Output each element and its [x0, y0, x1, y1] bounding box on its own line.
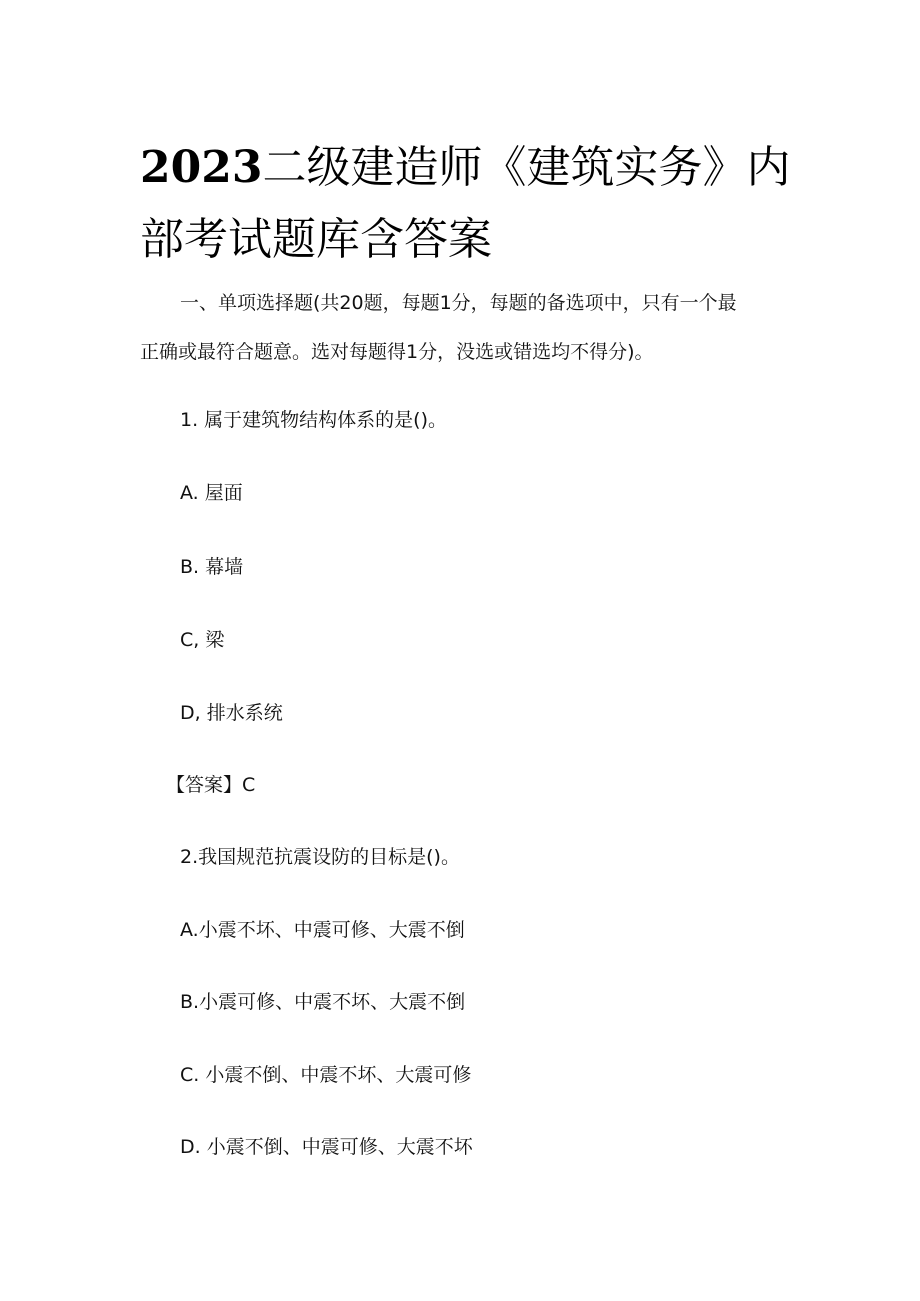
question-1-option-c: C, 梁	[180, 629, 225, 651]
document-title-line-2: 部考试题库含答案	[140, 214, 492, 265]
section-intro-line-1: 一、单项选择题(共20题，每题1分，每题的备选项中，只有一个最	[180, 292, 737, 314]
question-1-option-b: B. 幕墙	[180, 556, 244, 578]
question-2-option-a: A.小震不坏、中震可修、大震不倒	[180, 919, 465, 941]
question-1-option-d: D, 排水系统	[180, 702, 283, 724]
question-1-answer: 【答案】C	[166, 774, 256, 796]
title-text-part-1: 二级建造师《建筑实务》内	[262, 142, 791, 193]
question-2-option-b: B.小震可修、中震不坏、大震不倒	[180, 991, 466, 1013]
section-intro-line-2: 正确或最符合题意。选对每题得1分，没选或错选均不得分)。	[140, 341, 654, 363]
title-year: 2023	[140, 142, 263, 193]
question-2-option-c: C. 小震不倒、中震不坏、大震可修	[180, 1064, 472, 1086]
question-2-option-d: D. 小震不倒、中震可修、大震不坏	[180, 1136, 473, 1158]
question-1-stem: 1. 属于建筑物结构体系的是()。	[180, 409, 447, 431]
question-1-option-a: A. 屋面	[180, 482, 243, 504]
question-2-stem: 2.我国规范抗震设防的目标是()。	[180, 846, 460, 868]
document-title-line-1	[140, 142, 791, 193]
